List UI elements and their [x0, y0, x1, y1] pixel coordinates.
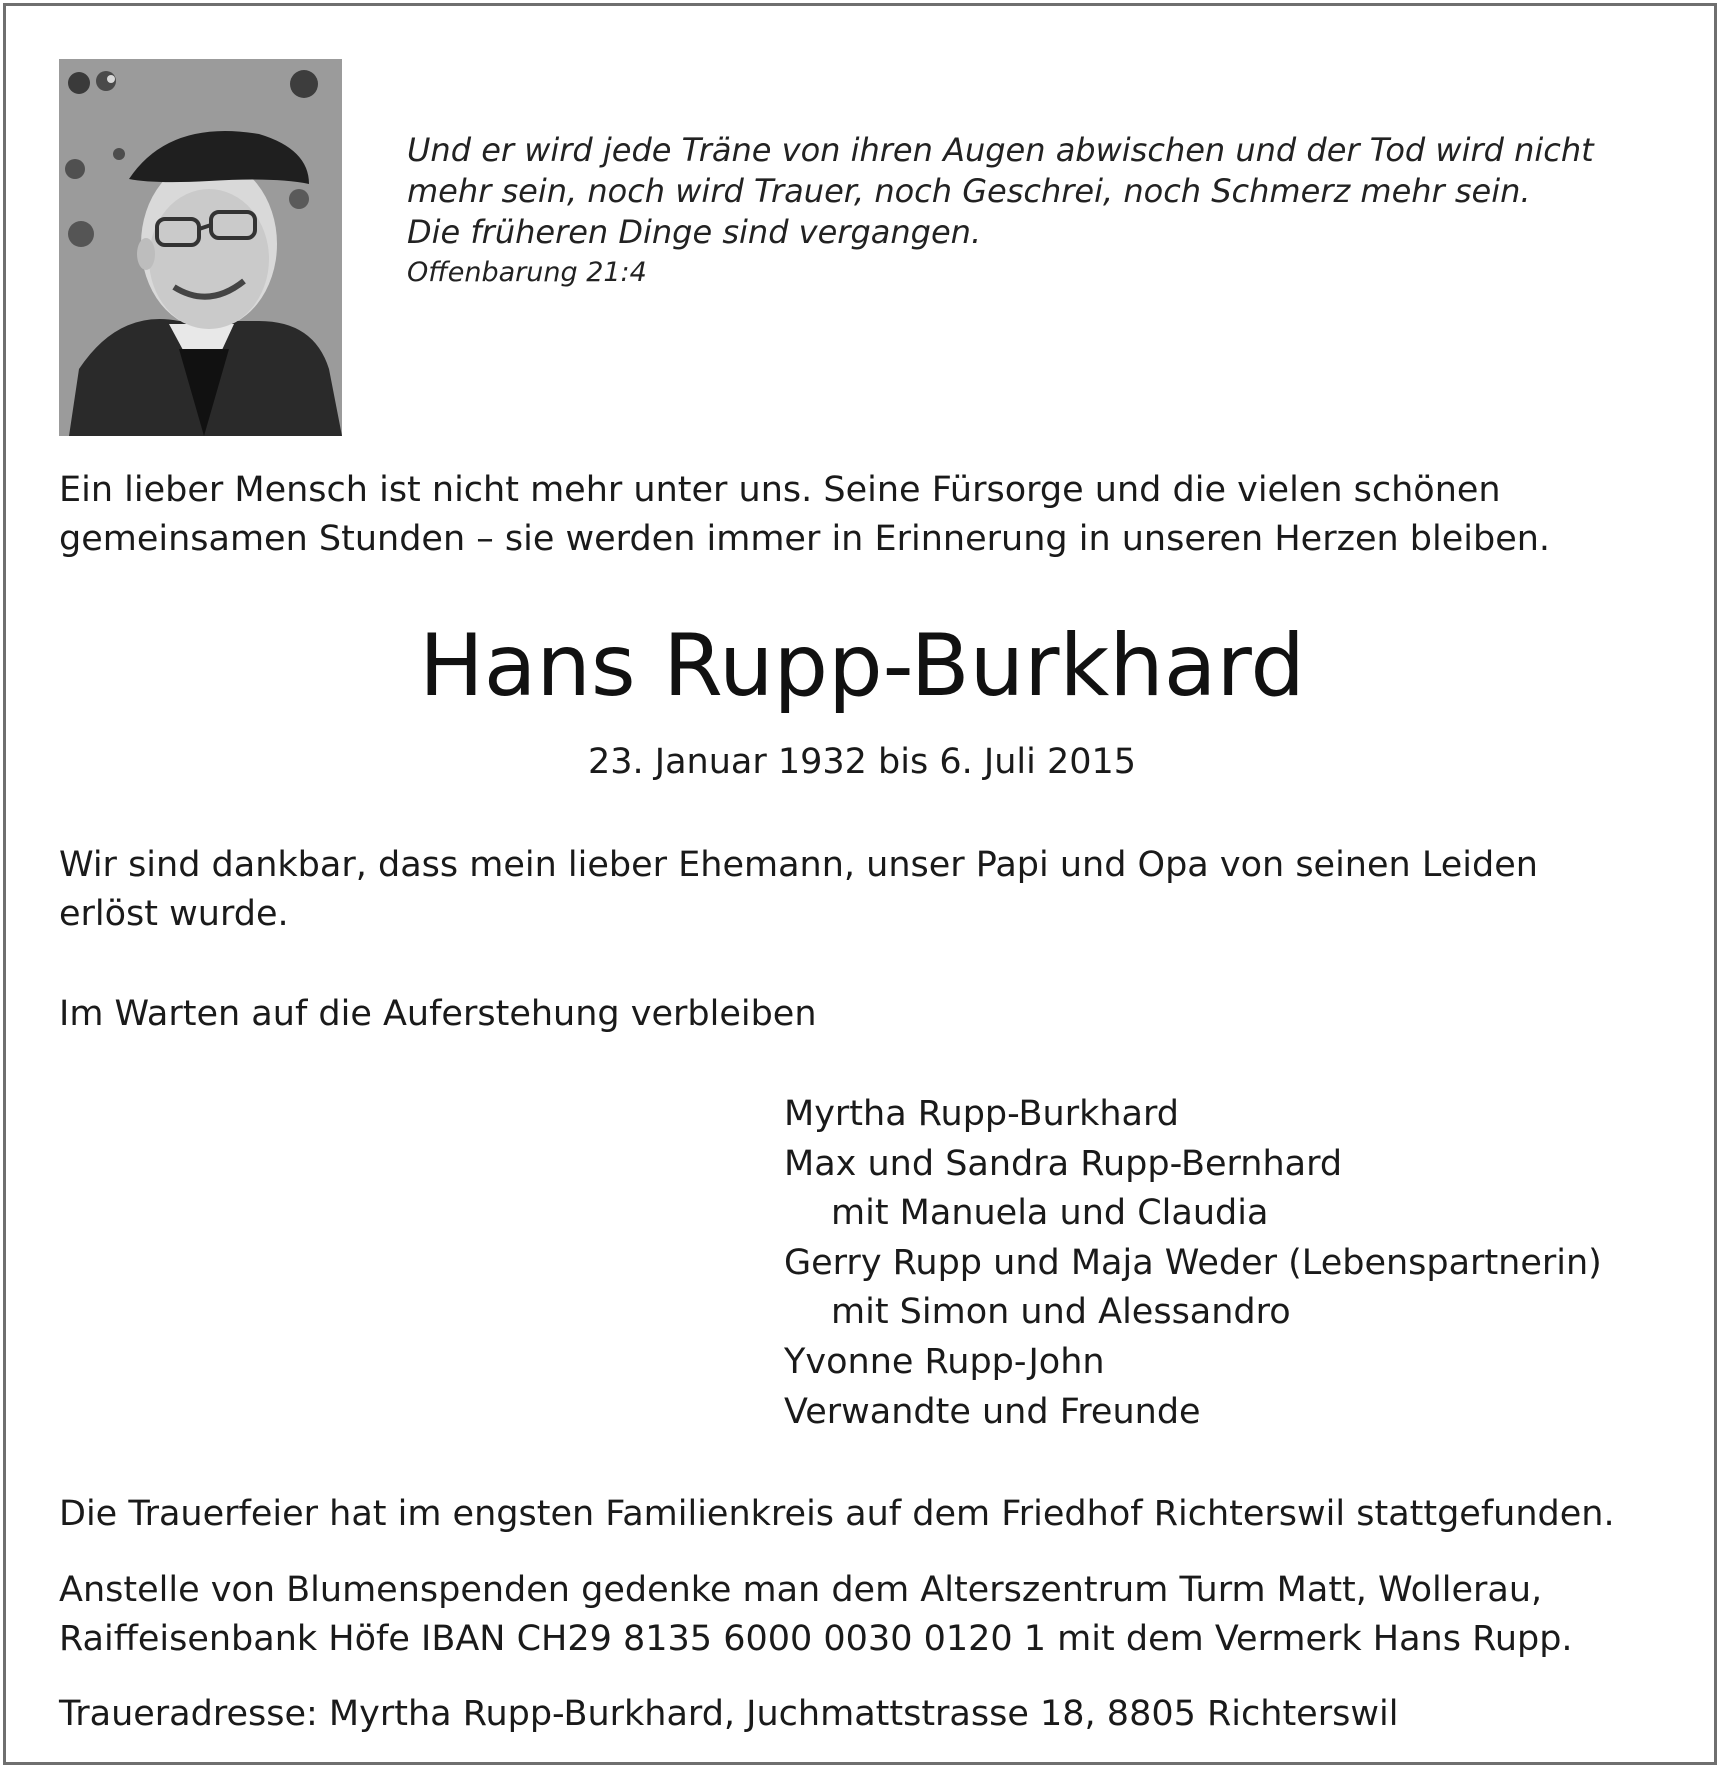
ceremony-paragraph: Die Trauerfeier hat im engsten Familienkreis auf dem Friedhof Richterswil stattgefunden. [59, 1494, 1615, 1534]
intro-line: gemeinsamen Stunden – sie werden immer in Erinnerung in unseren Herzen bleiben. [59, 519, 1551, 559]
intro-paragraph [59, 466, 1550, 564]
gratitude-paragraph [59, 841, 1538, 939]
donation-line: Raiffeisenbank Höfe IBAN CH29 8135 6000 0030 0120 1 mit dem Vermerk Hans Rupp. [59, 1619, 1573, 1659]
mourner-item: mit Manuela und Claudia [831, 1193, 1269, 1234]
donation-line: Anstelle von Blumenspenden gedenke man dem Alterszentrum Turm Matt, Wollerau, [59, 1570, 1543, 1610]
mourner-item: Myrtha Rupp-Burkhard [784, 1094, 1179, 1134]
mourning-address: Traueradresse: Myrtha Rupp-Burkhard, Juchmattstrasse 18, 8805 Richterswil [59, 1694, 1399, 1734]
verse-reference: Offenbarung 21:4 [407, 257, 647, 288]
verse-line: mehr sein, noch wird Trauer, noch Geschrei, noch Schmerz mehr sein. [407, 172, 1531, 210]
portrait-photo [59, 59, 342, 436]
life-dates: 23. Januar 1932 bis 6. Juli 2015 [587, 742, 1137, 782]
waiting-line: Im Warten auf die Auferstehung verbleiben [59, 994, 817, 1034]
mourner-item: Gerry Rupp und Maja Weder (Lebenspartnerin) [784, 1242, 1602, 1283]
mourner-item: Yvonne Rupp-John [784, 1341, 1105, 1382]
gratitude-line: Wir sind dankbar, dass mein lieber Ehemann, unser Papi und Opa von seinen Leiden [59, 845, 1538, 885]
gratitude-line: erlöst wurde. [59, 894, 289, 934]
mourner-item: Verwandte und Freunde [784, 1391, 1201, 1432]
bible-verse [407, 130, 1637, 293]
mourners-list [784, 1090, 1602, 1437]
verse-line: Die früheren Dinge sind vergangen. [407, 213, 982, 251]
donation-paragraph [59, 1566, 1573, 1664]
deceased-name: Hans Rupp-Burkhard [419, 616, 1305, 716]
mourner-item: mit Simon und Alessandro [831, 1292, 1291, 1333]
mourner-item: Max und Sandra Rupp-Bernhard [784, 1143, 1343, 1184]
verse-line: Und er wird jede Träne von ihren Augen abwischen und der Tod wird nicht [407, 131, 1594, 169]
intro-line: Ein lieber Mensch ist nicht mehr unter uns. Seine Fürsorge und die vielen schönen [59, 470, 1501, 510]
